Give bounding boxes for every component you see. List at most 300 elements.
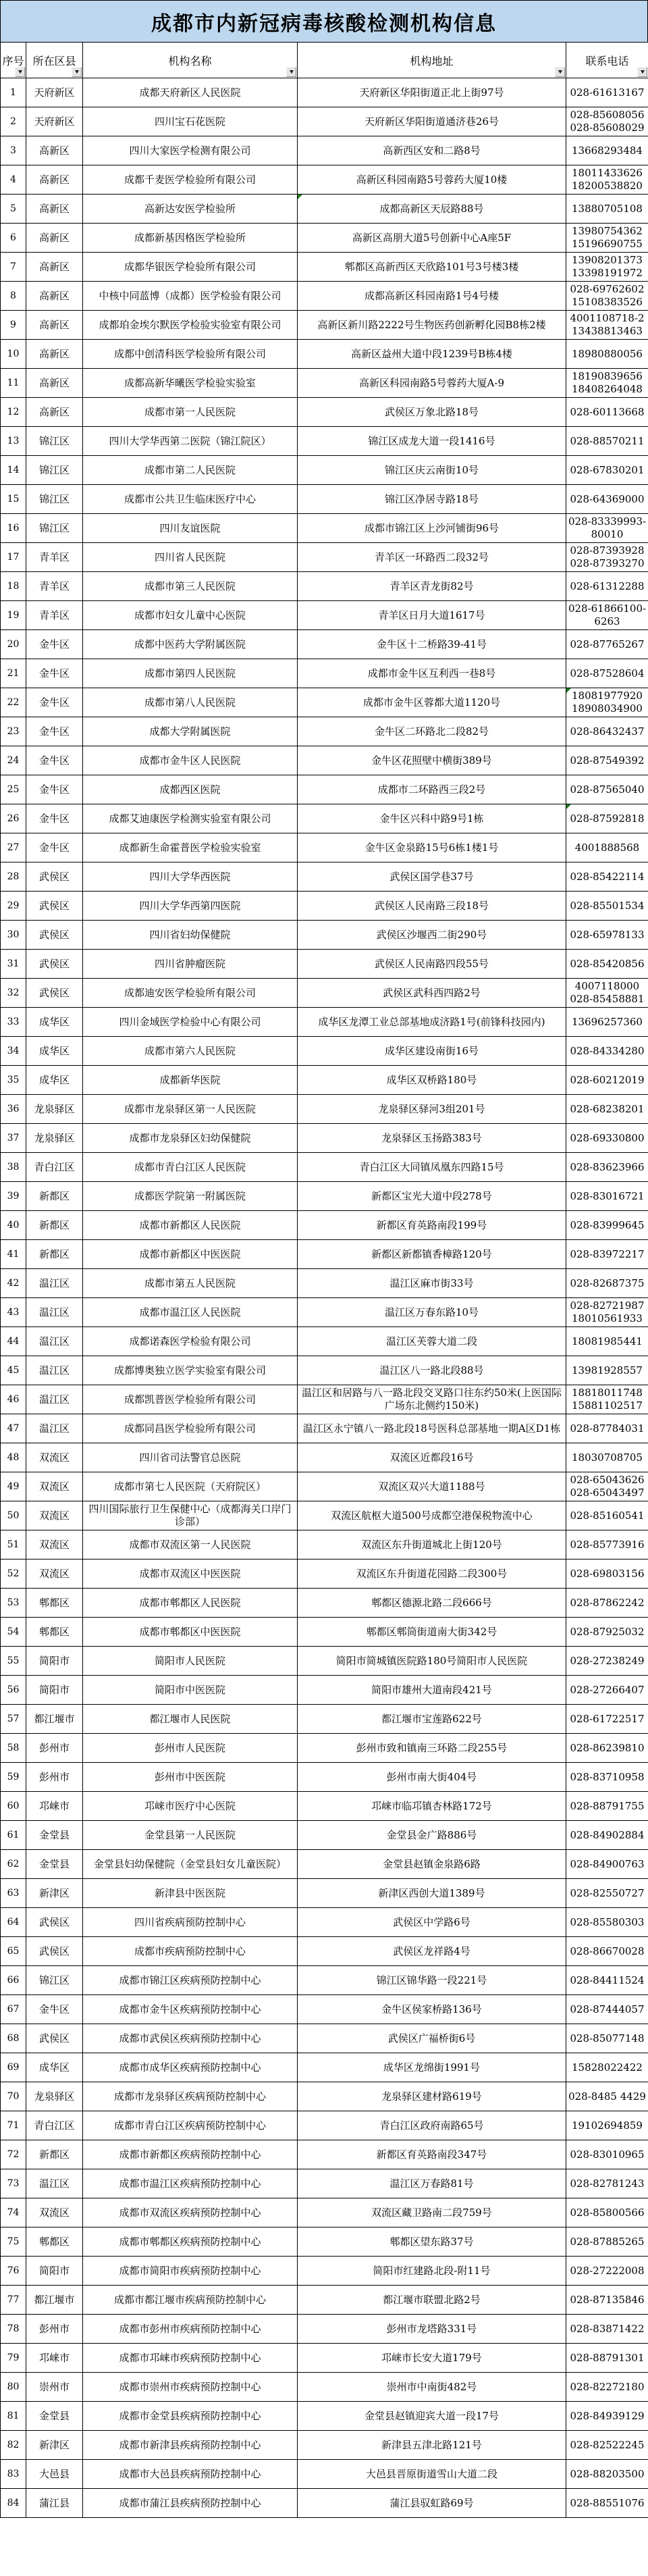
cell-row-number[interactable]: 79 <box>1 2344 26 2373</box>
cell-contact-phone[interactable] <box>566 1850 648 1879</box>
cell-institution-address[interactable]: 锦江区锦华路一段221号 <box>298 1966 566 1995</box>
cell-row-number[interactable]: 23 <box>1 717 26 746</box>
cell-district[interactable]: 高新区 <box>26 253 83 282</box>
cell-row-number[interactable]: 46 <box>1 1385 26 1414</box>
cell-district[interactable]: 天府新区 <box>26 107 83 136</box>
cell-institution-name[interactable]: 成都市第七人民医院（天府院区） <box>83 1472 298 1501</box>
cell-contact-phone[interactable] <box>566 485 648 514</box>
cell-row-number[interactable]: 71 <box>1 2111 26 2140</box>
cell-institution-name[interactable]: 成都市武侯区疾病预防控制中心 <box>83 2024 298 2053</box>
cell-district[interactable]: 高新区 <box>26 311 83 340</box>
cell-contact-phone[interactable] <box>566 427 648 456</box>
cell-district[interactable]: 都江堰市 <box>26 2286 83 2315</box>
cell-institution-address[interactable]: 成都市金牛区互利西一巷8号 <box>298 659 566 688</box>
cell-contact-phone[interactable] <box>566 630 648 659</box>
cell-row-number[interactable]: 52 <box>1 1560 26 1589</box>
cell-district[interactable]: 武侯区 <box>26 2024 83 2053</box>
cell-institution-name[interactable]: 成都市青白江区人民医院 <box>83 1153 298 1182</box>
cell-institution-name[interactable]: 成都市新都区疾病预防控制中心 <box>83 2140 298 2169</box>
cell-contact-phone[interactable] <box>566 2082 648 2111</box>
cell-institution-name[interactable]: 简阳市人民医院 <box>83 1647 298 1676</box>
cell-district[interactable]: 金堂县 <box>26 1821 83 1850</box>
cell-institution-name[interactable]: 成都市温江区疾病预防控制中心 <box>83 2169 298 2198</box>
cell-row-number[interactable]: 50 <box>1 1501 26 1530</box>
cell-row-number[interactable]: 37 <box>1 1124 26 1153</box>
cell-row-number[interactable]: 62 <box>1 1850 26 1879</box>
cell-row-number[interactable]: 75 <box>1 2227 26 2257</box>
cell-row-number[interactable]: 55 <box>1 1647 26 1676</box>
cell-institution-address[interactable]: 温江区和居路与八一路北段交叉路口往东约50米(上医国际广场东北侧约150米) <box>298 1385 566 1414</box>
cell-institution-name[interactable]: 成都新华医院 <box>83 1066 298 1095</box>
cell-contact-phone[interactable] <box>566 1153 648 1182</box>
cell-contact-phone[interactable] <box>566 717 648 746</box>
cell-institution-address[interactable]: 武侯区国学巷37号 <box>298 862 566 892</box>
cell-row-number[interactable]: 14 <box>1 456 26 485</box>
cell-district[interactable]: 青白江区 <box>26 2111 83 2140</box>
cell-institution-address[interactable]: 金牛区侯家桥路136号 <box>298 1995 566 2024</box>
cell-contact-phone[interactable] <box>566 2489 648 2518</box>
cell-institution-name[interactable]: 成都市龙泉驿区疾病预防控制中心 <box>83 2082 298 2111</box>
cell-institution-name[interactable]: 成都市金牛区人民医院 <box>83 746 298 775</box>
cell-contact-phone[interactable] <box>566 862 648 892</box>
cell-district[interactable]: 成华区 <box>26 1008 83 1037</box>
cell-district[interactable]: 双流区 <box>26 1472 83 1501</box>
cell-contact-phone[interactable] <box>566 2111 648 2140</box>
cell-district[interactable]: 简阳市 <box>26 1676 83 1705</box>
cell-institution-address[interactable]: 武侯区龙祥路4号 <box>298 1937 566 1966</box>
cell-institution-address[interactable]: 高新区新川路2222号生物医药创新孵化园B8栋2楼 <box>298 311 566 340</box>
cell-row-number[interactable]: 53 <box>1 1589 26 1618</box>
cell-institution-address[interactable]: 青羊区一环路西二段32号 <box>298 543 566 572</box>
cell-district[interactable]: 青羊区 <box>26 601 83 630</box>
cell-row-number[interactable]: 44 <box>1 1327 26 1356</box>
cell-institution-address[interactable]: 金堂县金广路886号 <box>298 1821 566 1850</box>
column-header-address[interactable] <box>298 43 566 78</box>
cell-row-number[interactable]: 43 <box>1 1298 26 1327</box>
cell-contact-phone[interactable] <box>566 804 648 833</box>
cell-institution-name[interactable]: 成都中创清科医学检验所有限公司 <box>83 340 298 369</box>
cell-institution-name[interactable]: 成都新基因格医学检验所 <box>83 224 298 253</box>
cell-row-number[interactable]: 60 <box>1 1792 26 1821</box>
cell-row-number[interactable]: 73 <box>1 2169 26 2198</box>
cell-row-number[interactable]: 61 <box>1 1821 26 1850</box>
cell-row-number[interactable]: 31 <box>1 950 26 979</box>
cell-institution-name[interactable]: 成都市第四人民医院 <box>83 659 298 688</box>
cell-contact-phone[interactable] <box>566 746 648 775</box>
cell-district[interactable]: 新津区 <box>26 2431 83 2460</box>
cell-institution-name[interactable]: 成都市第六人民医院 <box>83 1037 298 1066</box>
cell-contact-phone[interactable] <box>566 2344 648 2373</box>
cell-institution-address[interactable]: 新津区西创大道1389号 <box>298 1879 566 1908</box>
cell-district[interactable]: 成华区 <box>26 1066 83 1095</box>
cell-contact-phone[interactable] <box>566 1530 648 1560</box>
cell-institution-name[interactable]: 邛崃市医疗中心医院 <box>83 1792 298 1821</box>
cell-row-number[interactable]: 72 <box>1 2140 26 2169</box>
cell-institution-name[interactable]: 成都市彭州市疾病预防控制中心 <box>83 2315 298 2344</box>
cell-row-number[interactable]: 70 <box>1 2082 26 2111</box>
cell-contact-phone[interactable] <box>566 1443 648 1472</box>
cell-district[interactable]: 邛崃市 <box>26 1792 83 1821</box>
cell-contact-phone[interactable] <box>566 688 648 717</box>
cell-institution-address[interactable]: 金牛区花照壁中横街389号 <box>298 746 566 775</box>
cell-institution-name[interactable]: 成都市第五人民医院 <box>83 1269 298 1298</box>
cell-district[interactable]: 温江区 <box>26 1269 83 1298</box>
cell-row-number[interactable]: 82 <box>1 2431 26 2460</box>
cell-contact-phone[interactable] <box>566 2431 648 2460</box>
cell-contact-phone[interactable] <box>566 1879 648 1908</box>
cell-institution-name[interactable]: 成都市第一人民医院 <box>83 398 298 427</box>
cell-institution-address[interactable]: 金堂县赵镇迎宾大道一段17号 <box>298 2402 566 2431</box>
cell-institution-address[interactable]: 金牛区兴科中路9号1栋 <box>298 804 566 833</box>
cell-district[interactable]: 大邑县 <box>26 2460 83 2489</box>
cell-row-number[interactable]: 26 <box>1 804 26 833</box>
cell-row-number[interactable]: 59 <box>1 1763 26 1792</box>
cell-row-number[interactable]: 15 <box>1 485 26 514</box>
cell-row-number[interactable]: 48 <box>1 1443 26 1472</box>
cell-district[interactable]: 天府新区 <box>26 78 83 107</box>
cell-contact-phone[interactable] <box>566 456 648 485</box>
cell-row-number[interactable]: 66 <box>1 1966 26 1995</box>
cell-district[interactable]: 温江区 <box>26 1385 83 1414</box>
cell-contact-phone[interactable] <box>566 1037 648 1066</box>
cell-institution-name[interactable]: 成都凯普医学检验所有限公司 <box>83 1385 298 1414</box>
cell-institution-address[interactable]: 温江区麻市街33号 <box>298 1269 566 1298</box>
cell-institution-address[interactable]: 青羊区日月大道1617号 <box>298 601 566 630</box>
cell-institution-address[interactable]: 都江堰市联盟北路2号 <box>298 2286 566 2315</box>
cell-contact-phone[interactable] <box>566 1734 648 1763</box>
cell-district[interactable]: 简阳市 <box>26 1647 83 1676</box>
cell-contact-phone[interactable] <box>566 1792 648 1821</box>
cell-institution-name[interactable]: 成都同昌医学检验所有限公司 <box>83 1414 298 1443</box>
cell-district[interactable]: 温江区 <box>26 1356 83 1385</box>
cell-contact-phone[interactable] <box>566 282 648 311</box>
cell-row-number[interactable]: 24 <box>1 746 26 775</box>
cell-institution-name[interactable]: 成都天府新区人民医院 <box>83 78 298 107</box>
cell-row-number[interactable]: 7 <box>1 253 26 282</box>
cell-contact-phone[interactable] <box>566 1008 648 1037</box>
cell-institution-address[interactable]: 金牛区金泉路15号6栋1楼1号 <box>298 833 566 862</box>
column-header-district[interactable] <box>26 43 83 78</box>
cell-contact-phone[interactable] <box>566 1182 648 1211</box>
cell-row-number[interactable]: 56 <box>1 1676 26 1705</box>
cell-institution-name[interactable]: 成都艾迪康医学检测实验室有限公司 <box>83 804 298 833</box>
cell-institution-name[interactable]: 成都市第三人民医院 <box>83 572 298 601</box>
cell-contact-phone[interactable] <box>566 2460 648 2489</box>
cell-contact-phone[interactable] <box>566 1618 648 1647</box>
cell-district[interactable]: 青羊区 <box>26 572 83 601</box>
cell-institution-name[interactable]: 成都高新华曦医学检验实验室 <box>83 369 298 398</box>
cell-institution-address[interactable]: 简阳市雄州大道南段421号 <box>298 1676 566 1705</box>
cell-institution-address[interactable]: 彭州市龙塔路331号 <box>298 2315 566 2344</box>
cell-row-number[interactable]: 57 <box>1 1705 26 1734</box>
cell-institution-address[interactable]: 天府新区华阳街道正北上街97号 <box>298 78 566 107</box>
cell-row-number[interactable]: 74 <box>1 2198 26 2227</box>
cell-institution-name[interactable]: 四川大学华西第二医院（锦江院区） <box>83 427 298 456</box>
cell-district[interactable]: 蒲江县 <box>26 2489 83 2518</box>
cell-institution-name[interactable]: 彭州市中医医院 <box>83 1763 298 1792</box>
cell-institution-address[interactable]: 双流区东升街道城北上街120号 <box>298 1530 566 1560</box>
cell-row-number[interactable]: 22 <box>1 688 26 717</box>
cell-institution-address[interactable]: 龙泉驿区建材路619号 <box>298 2082 566 2111</box>
cell-institution-address[interactable]: 成华区双桥路180号 <box>298 1066 566 1095</box>
cell-institution-address[interactable]: 成都高新区科园南路1号4号楼 <box>298 282 566 311</box>
cell-contact-phone[interactable] <box>566 601 648 630</box>
cell-institution-name[interactable]: 四川大学华西医院 <box>83 862 298 892</box>
cell-district[interactable]: 双流区 <box>26 1443 83 1472</box>
cell-contact-phone[interactable] <box>566 2140 648 2169</box>
cell-row-number[interactable]: 78 <box>1 2315 26 2344</box>
cell-institution-address[interactable]: 成都高新区天辰路88号 <box>298 195 566 224</box>
cell-contact-phone[interactable] <box>566 2373 648 2402</box>
cell-row-number[interactable]: 30 <box>1 921 26 950</box>
cell-row-number[interactable]: 64 <box>1 1908 26 1937</box>
cell-institution-address[interactable]: 高新区益州大道中段1239号B栋4楼 <box>298 340 566 369</box>
cell-contact-phone[interactable] <box>566 833 648 862</box>
cell-institution-name[interactable]: 四川省妇幼保健院 <box>83 921 298 950</box>
cell-institution-address[interactable]: 锦江区净居寺路18号 <box>298 485 566 514</box>
column-header-name[interactable] <box>83 43 298 78</box>
cell-institution-name[interactable]: 都江堰市人民医院 <box>83 1705 298 1734</box>
cell-institution-name[interactable]: 成都市都江堰市疾病预防控制中心 <box>83 2286 298 2315</box>
cell-institution-address[interactable]: 天府新区华阳街道通济巷26号 <box>298 107 566 136</box>
cell-contact-phone[interactable] <box>566 369 648 398</box>
cell-district[interactable]: 金堂县 <box>26 2402 83 2431</box>
cell-institution-address[interactable]: 蒲江县驭虹路69号 <box>298 2489 566 2518</box>
cell-institution-name[interactable]: 成都市崇州市疾病预防控制中心 <box>83 2373 298 2402</box>
cell-district[interactable]: 金堂县 <box>26 1850 83 1879</box>
cell-institution-name[interactable]: 成都珀金埃尔默医学检验实验室有限公司 <box>83 311 298 340</box>
cell-district[interactable]: 龙泉驿区 <box>26 1124 83 1153</box>
cell-institution-name[interactable]: 金堂县妇幼保健院（金堂县妇女儿童医院） <box>83 1850 298 1879</box>
cell-institution-address[interactable]: 青羊区青龙街82号 <box>298 572 566 601</box>
cell-row-number[interactable]: 41 <box>1 1240 26 1269</box>
cell-district[interactable]: 新都区 <box>26 1211 83 1240</box>
cell-contact-phone[interactable] <box>566 78 648 107</box>
cell-institution-address[interactable]: 邛崃市临邛镇杏林路172号 <box>298 1792 566 1821</box>
cell-row-number[interactable]: 1 <box>1 78 26 107</box>
cell-institution-address[interactable]: 成华区龙绵街1991号 <box>298 2053 566 2082</box>
cell-row-number[interactable]: 35 <box>1 1066 26 1095</box>
cell-district[interactable]: 武侯区 <box>26 950 83 979</box>
cell-institution-address[interactable]: 温江区八一路北段88号 <box>298 1356 566 1385</box>
cell-institution-name[interactable]: 成都迪安医学检验所有限公司 <box>83 979 298 1008</box>
cell-institution-name[interactable]: 成都市青白江区疾病预防控制中心 <box>83 2111 298 2140</box>
cell-institution-address[interactable]: 温江区万春东路10号 <box>298 1298 566 1327</box>
cell-contact-phone[interactable] <box>566 659 648 688</box>
cell-row-number[interactable]: 39 <box>1 1182 26 1211</box>
cell-contact-phone[interactable] <box>566 950 648 979</box>
cell-contact-phone[interactable] <box>566 2227 648 2257</box>
cell-district[interactable]: 郫都区 <box>26 2227 83 2257</box>
cell-contact-phone[interactable] <box>566 1966 648 1995</box>
cell-district[interactable]: 高新区 <box>26 398 83 427</box>
cell-district[interactable]: 金牛区 <box>26 717 83 746</box>
cell-institution-address[interactable]: 温江区永宁镇八一路北段18号医科总部基地一期A区D1栋 <box>298 1414 566 1443</box>
cell-institution-name[interactable]: 成都华银医学检验所有限公司 <box>83 253 298 282</box>
cell-contact-phone[interactable] <box>566 1240 648 1269</box>
filter-dropdown-button[interactable] <box>72 67 82 77</box>
cell-district[interactable]: 金牛区 <box>26 775 83 804</box>
cell-institution-name[interactable]: 成都市锦江区疾病预防控制中心 <box>83 1966 298 1995</box>
cell-row-number[interactable]: 9 <box>1 311 26 340</box>
filter-dropdown-button[interactable] <box>555 67 565 77</box>
cell-institution-address[interactable]: 彭州市南大街404号 <box>298 1763 566 1792</box>
cell-institution-name[interactable]: 成都市双流区疾病预防控制中心 <box>83 2198 298 2227</box>
cell-contact-phone[interactable] <box>566 2198 648 2227</box>
cell-row-number[interactable]: 81 <box>1 2402 26 2431</box>
cell-row-number[interactable]: 49 <box>1 1472 26 1501</box>
cell-district[interactable]: 邛崃市 <box>26 2344 83 2373</box>
cell-institution-address[interactable]: 高新区科园南路5号蓉药大厦10楼 <box>298 165 566 195</box>
cell-institution-address[interactable]: 大邑县晋原街道雪山大道二段 <box>298 2460 566 2489</box>
cell-district[interactable]: 简阳市 <box>26 2257 83 2286</box>
cell-row-number[interactable]: 63 <box>1 1879 26 1908</box>
cell-district[interactable]: 温江区 <box>26 1414 83 1443</box>
cell-institution-name[interactable]: 高新达安医学检验所 <box>83 195 298 224</box>
cell-contact-phone[interactable] <box>566 775 648 804</box>
cell-institution-name[interactable]: 成都市龙泉驿区第一人民医院 <box>83 1095 298 1124</box>
cell-institution-address[interactable]: 武侯区广福桥街6号 <box>298 2024 566 2053</box>
cell-contact-phone[interactable] <box>566 1705 648 1734</box>
cell-institution-address[interactable]: 金堂县赵镇金泉路6路 <box>298 1850 566 1879</box>
cell-contact-phone[interactable] <box>566 311 648 340</box>
cell-contact-phone[interactable] <box>566 1937 648 1966</box>
cell-institution-name[interactable]: 成都市双流区第一人民医院 <box>83 1530 298 1560</box>
cell-row-number[interactable]: 67 <box>1 1995 26 2024</box>
cell-row-number[interactable]: 8 <box>1 282 26 311</box>
cell-row-number[interactable]: 38 <box>1 1153 26 1182</box>
cell-district[interactable]: 龙泉驿区 <box>26 1095 83 1124</box>
cell-district[interactable]: 高新区 <box>26 136 83 165</box>
cell-institution-address[interactable]: 新都区新都镇香樟路120号 <box>298 1240 566 1269</box>
cell-district[interactable]: 高新区 <box>26 224 83 253</box>
cell-row-number[interactable]: 80 <box>1 2373 26 2402</box>
cell-institution-name[interactable]: 成都市邛崃市疾病预防控制中心 <box>83 2344 298 2373</box>
cell-district[interactable]: 双流区 <box>26 2198 83 2227</box>
cell-row-number[interactable]: 11 <box>1 369 26 398</box>
cell-contact-phone[interactable] <box>566 1908 648 1937</box>
cell-contact-phone[interactable] <box>566 1211 648 1240</box>
cell-district[interactable]: 彭州市 <box>26 2315 83 2344</box>
cell-institution-address[interactable]: 新都区育英路南段199号 <box>298 1211 566 1240</box>
cell-contact-phone[interactable] <box>566 1589 648 1618</box>
cell-institution-address[interactable]: 青白江区大同镇凤凰东四路15号 <box>298 1153 566 1182</box>
cell-district[interactable]: 高新区 <box>26 165 83 195</box>
cell-district[interactable]: 龙泉驿区 <box>26 2082 83 2111</box>
cell-row-number[interactable]: 47 <box>1 1414 26 1443</box>
cell-contact-phone[interactable] <box>566 1066 648 1095</box>
cell-institution-name[interactable]: 成都市第八人民医院 <box>83 688 298 717</box>
cell-contact-phone[interactable] <box>566 892 648 921</box>
cell-institution-address[interactable]: 双流区东升街道花园路二段300号 <box>298 1560 566 1589</box>
cell-row-number[interactable]: 32 <box>1 979 26 1008</box>
cell-institution-address[interactable]: 郫都区郫筒街道南大街342号 <box>298 1618 566 1647</box>
cell-institution-address[interactable]: 金牛区二环路北二段82号 <box>298 717 566 746</box>
cell-row-number[interactable]: 83 <box>1 2460 26 2489</box>
cell-district[interactable]: 成华区 <box>26 2053 83 2082</box>
cell-district[interactable]: 高新区 <box>26 369 83 398</box>
cell-district[interactable]: 新都区 <box>26 1182 83 1211</box>
cell-institution-name[interactable]: 成都市温江区人民医院 <box>83 1298 298 1327</box>
cell-district[interactable]: 新都区 <box>26 1240 83 1269</box>
cell-district[interactable]: 成华区 <box>26 1037 83 1066</box>
cell-contact-phone[interactable] <box>566 2169 648 2198</box>
cell-institution-address[interactable]: 温江区万春路81号 <box>298 2169 566 2198</box>
cell-institution-address[interactable]: 青白江区政府南路65号 <box>298 2111 566 2140</box>
cell-institution-name[interactable]: 成都市郫都区疾病预防控制中心 <box>83 2227 298 2257</box>
cell-contact-phone[interactable] <box>566 1676 648 1705</box>
cell-institution-name[interactable]: 成都市金牛区疾病预防控制中心 <box>83 1995 298 2024</box>
cell-district[interactable]: 新津区 <box>26 1879 83 1908</box>
cell-institution-address[interactable]: 武侯区人民南路三段18号 <box>298 892 566 921</box>
filter-dropdown-button[interactable] <box>15 67 25 77</box>
cell-institution-name[interactable]: 成都市公共卫生临床医疗中心 <box>83 485 298 514</box>
cell-institution-name[interactable]: 成都市金堂县疾病预防控制中心 <box>83 2402 298 2431</box>
cell-institution-address[interactable]: 双流区藏卫路南二段759号 <box>298 2198 566 2227</box>
cell-institution-name[interactable]: 成都大学附属医院 <box>83 717 298 746</box>
cell-institution-address[interactable]: 成华区龙潭工业总部基地成济路1号(前锋科技园内) <box>298 1008 566 1037</box>
cell-row-number[interactable]: 6 <box>1 224 26 253</box>
cell-row-number[interactable]: 2 <box>1 107 26 136</box>
cell-institution-address[interactable]: 武侯区武科西四路2号 <box>298 979 566 1008</box>
cell-contact-phone[interactable] <box>566 340 648 369</box>
cell-district[interactable]: 金牛区 <box>26 1995 83 2024</box>
cell-institution-address[interactable]: 双流区航枢大道500号成都空港保税物流中心 <box>298 1501 566 1530</box>
cell-institution-name[interactable]: 四川金域医学检验中心有限公司 <box>83 1008 298 1037</box>
cell-row-number[interactable]: 19 <box>1 601 26 630</box>
cell-row-number[interactable]: 18 <box>1 572 26 601</box>
cell-row-number[interactable]: 27 <box>1 833 26 862</box>
cell-institution-address[interactable]: 龙泉驿区驿河3组201号 <box>298 1095 566 1124</box>
cell-institution-address[interactable]: 成都市锦江区上沙河铺街96号 <box>298 514 566 543</box>
cell-institution-name[interactable]: 成都市简阳市疾病预防控制中心 <box>83 2257 298 2286</box>
cell-institution-name[interactable]: 成都市第二人民医院 <box>83 456 298 485</box>
cell-district[interactable]: 青羊区 <box>26 543 83 572</box>
cell-district[interactable]: 金牛区 <box>26 630 83 659</box>
cell-district[interactable]: 高新区 <box>26 195 83 224</box>
cell-district[interactable]: 锦江区 <box>26 427 83 456</box>
cell-district[interactable]: 金牛区 <box>26 659 83 688</box>
cell-institution-name[interactable]: 成都西区医院 <box>83 775 298 804</box>
cell-contact-phone[interactable] <box>566 921 648 950</box>
cell-contact-phone[interactable] <box>566 1763 648 1792</box>
cell-contact-phone[interactable] <box>566 1124 648 1153</box>
cell-contact-phone[interactable] <box>566 543 648 572</box>
cell-institution-address[interactable]: 郫都区德源北路二段666号 <box>298 1589 566 1618</box>
cell-institution-name[interactable]: 成都市龙泉驿区妇幼保健院 <box>83 1124 298 1153</box>
cell-district[interactable]: 新都区 <box>26 2140 83 2169</box>
cell-district[interactable]: 锦江区 <box>26 485 83 514</box>
cell-contact-phone[interactable] <box>566 2024 648 2053</box>
cell-institution-address[interactable]: 简阳市简城镇医院路180号简阳市人民医院 <box>298 1647 566 1676</box>
cell-contact-phone[interactable] <box>566 195 648 224</box>
cell-row-number[interactable]: 13 <box>1 427 26 456</box>
cell-district[interactable]: 崇州市 <box>26 2373 83 2402</box>
cell-institution-address[interactable]: 温江区芙蓉大道二段 <box>298 1327 566 1356</box>
cell-institution-name[interactable]: 四川省肿瘤医院 <box>83 950 298 979</box>
cell-row-number[interactable]: 58 <box>1 1734 26 1763</box>
cell-institution-name[interactable]: 四川省司法警官总医院 <box>83 1443 298 1472</box>
cell-institution-name[interactable]: 成都市郫都区人民医院 <box>83 1589 298 1618</box>
cell-row-number[interactable]: 69 <box>1 2053 26 2082</box>
cell-institution-address[interactable]: 成华区建设南街16号 <box>298 1037 566 1066</box>
cell-row-number[interactable]: 21 <box>1 659 26 688</box>
cell-institution-address[interactable]: 武侯区沙堰西二街290号 <box>298 921 566 950</box>
cell-institution-address[interactable]: 锦江区成龙大道一段1416号 <box>298 427 566 456</box>
cell-row-number[interactable]: 54 <box>1 1618 26 1647</box>
cell-contact-phone[interactable] <box>566 514 648 543</box>
cell-institution-name[interactable]: 金堂县第一人民医院 <box>83 1821 298 1850</box>
